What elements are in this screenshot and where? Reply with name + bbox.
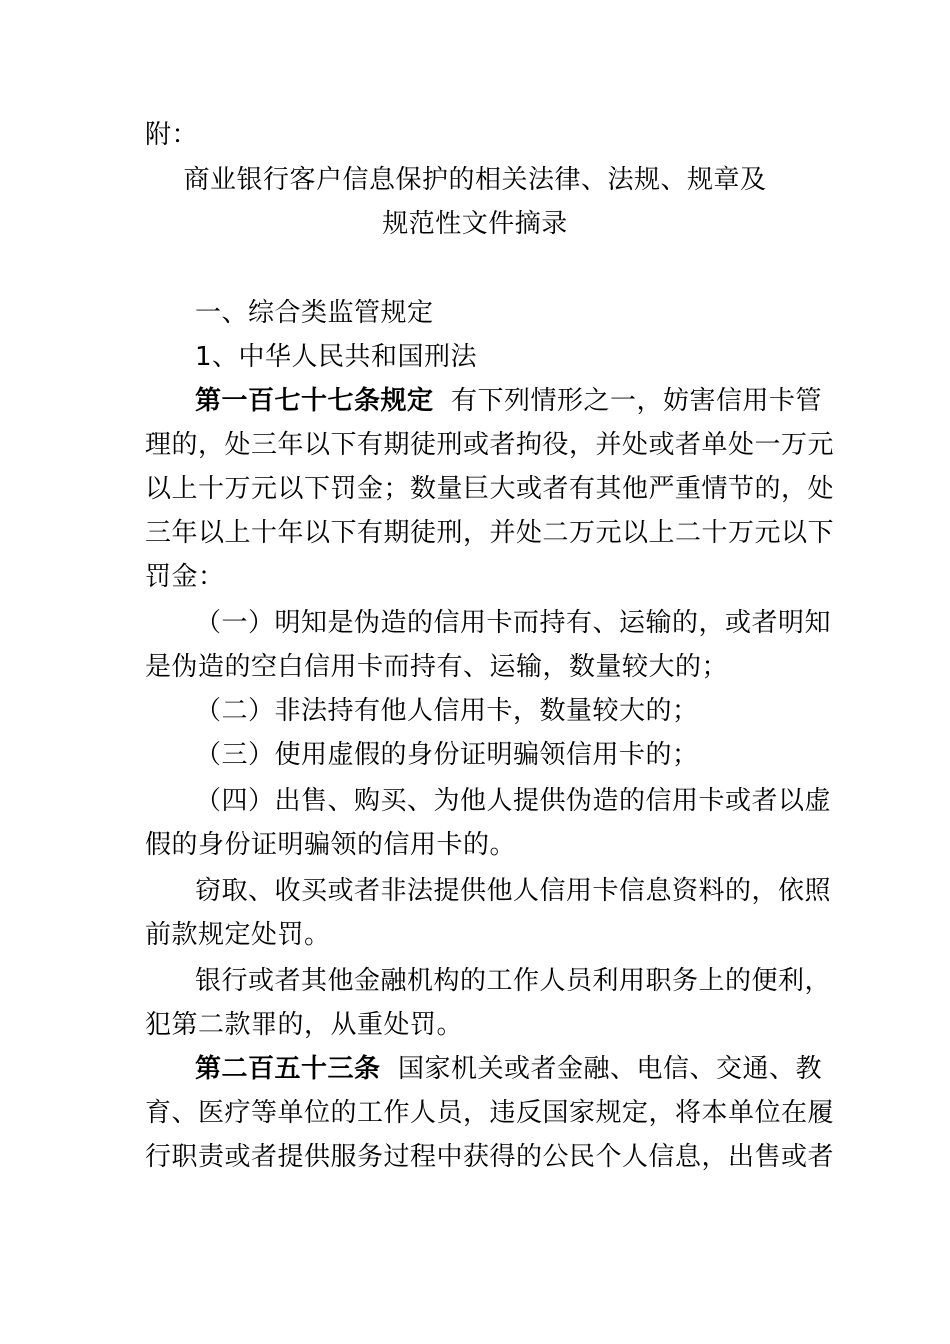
attachment-label: 附：	[145, 120, 199, 150]
body-line: 罚金：	[145, 562, 225, 592]
article-177-first-line	[195, 386, 822, 416]
list-item-1: （一）明知是伪造的信用卡而持有、运输的，或者明知	[195, 608, 832, 638]
law-heading: 1、中华人民共和国刑法	[195, 342, 478, 372]
article-177-heading: 第一百七十七条规定	[195, 386, 434, 416]
document-title-line-2: 规范性文件摘录	[382, 209, 568, 239]
document-title-line-1: 商业银行客户信息保护的相关法律、法规、规章及	[183, 165, 767, 195]
list-item-4-continued: 假的身份证明骗领的信用卡的。	[145, 830, 517, 860]
paragraph-continued: 犯第二款罪的，从重处罚。	[145, 1010, 464, 1040]
body-line: 理的，处三年以下有期徒刑或者拘役，并处或者单处一万元	[145, 430, 835, 460]
list-item-2: （二）非法持有他人信用卡，数量较大的；	[195, 696, 699, 726]
paragraph: 窃取、收买或者非法提供他人信用卡信息资料的，依照	[195, 876, 832, 906]
body-line: 行职责或者提供服务过程中获得的公民个人信息，出售或者	[145, 1142, 835, 1172]
body-line: 育、医疗等单位的工作人员，违反国家规定，将本单位在履	[145, 1098, 835, 1128]
section-heading: 一、综合类监管规定	[195, 298, 434, 328]
body-line: 以上十万元以下罚金；数量巨大或者有其他严重情节的，处	[145, 474, 835, 504]
body-line: 三年以上十年以下有期徒刑，并处二万元以上二十万元以下	[145, 518, 835, 548]
list-item-1-continued: 是伪造的空白信用卡而持有、运输，数量较大的；	[145, 652, 729, 682]
article-253-heading: 第二百五十三条	[195, 1054, 381, 1084]
paragraph: 银行或者其他金融机构的工作人员利用职务上的便利，	[195, 966, 832, 996]
article-177-text: 有下列情形之一，妨害信用卡管	[451, 386, 823, 416]
article-253-first-line	[195, 1054, 822, 1084]
list-item-4: （四）出售、购买、为他人提供伪造的信用卡或者以虚	[195, 786, 832, 816]
article-253-text: 国家机关或者金融、电信、交通、教	[398, 1054, 823, 1084]
list-item-3: （三）使用虚假的身份证明骗领信用卡的；	[195, 740, 699, 770]
paragraph-continued: 前款规定处罚。	[145, 920, 331, 950]
